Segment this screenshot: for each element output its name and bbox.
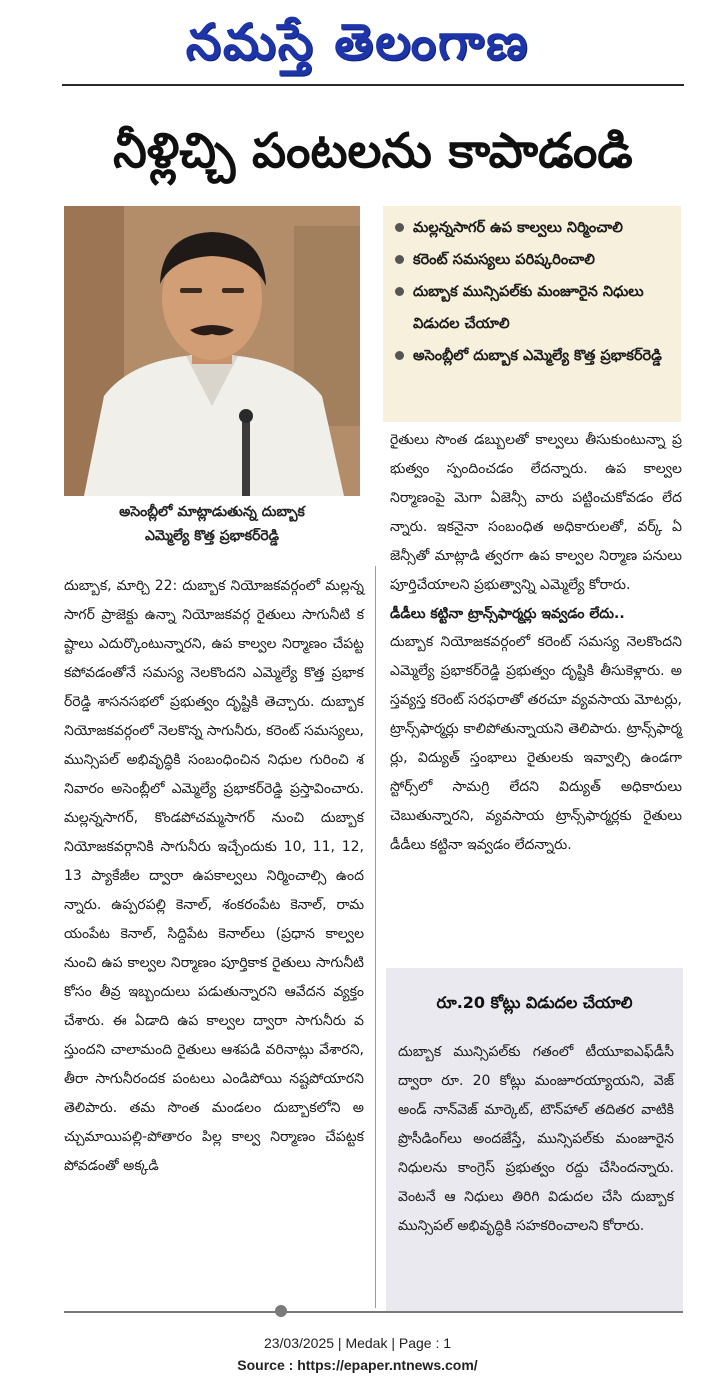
highlight-item: దుబ్బాక మున్సిపల్‌కు మంజూరైన నిధులు విడుదల చేయాలి	[393, 276, 673, 340]
bottom-rule	[64, 1311, 683, 1313]
mla-photo	[64, 206, 360, 496]
sidebar-box-title: రూ.20 కోట్లు విడుదల చేయాలి	[436, 993, 633, 1012]
top-rule	[62, 84, 684, 86]
bullet-icon	[395, 287, 404, 296]
article-body-left	[64, 572, 364, 1181]
highlights-box	[383, 206, 681, 422]
body-paragraph: రైతులు సొంత డబ్బులతో కాల్వలు తీసుకుంటున్నా ప్రభుత్వం స్పందించడం లేదన్నారు. ఉప కాల్వల నిర్మాణంపై మెగా ఏజెన్సీ వారు పట్టించుకోవడం లేదన్నారు. ఇకనైనా సంబంధిత అధికారులతో, వర్క్ ఏజెన్సీతో మాట్లాడి త్వరగా ఉప కాల్వల నిర్మాణ పనులు పూర్తిచేయాలని ప్రభుత్వాన్ని ఎమ్మెల్యే కోరారు.	[390, 432, 682, 593]
article-headline: నీళ్లిచ్చి పంటలను కాపాడండి	[113, 123, 633, 179]
highlight-item: కరెంట్ సమస్యలు పరిష్కరించాలి	[393, 244, 673, 276]
photo-caption-line-2: ఎమ్మెల్యే కొత్త ప్రభాకర్‌రెడ్డి	[144, 528, 280, 544]
bullet-icon	[395, 223, 404, 232]
person-illustration	[64, 206, 360, 496]
body-paragraph: దుబ్బాక నియోజకవర్గంలో కరెంట్ సమస్య నెలకొందని ఎమ్మెల్యే ప్రభాకర్‌రెడ్డి ప్రభుత్వం దృష్టికి తీసుకెళ్లారు. అస్తవ్యస్త కరెంట్ సరఫరాతో తరచూ వ్యవసాయ మోటర్లు, ట్రాన్స్‌ఫార్మర్లు కాలిపోతున్నాయని తెలిపారు. ట్రాన్స్‌ఫార్మర్లు, విద్యుత్ స్తంభాలు రైతులకు ఇవ్వాల్సి ఉండగా స్టోర్స్‌లో సామగ్రి లేదని విద్యుత్ అధికారులు చెబుతున్నారని, వ్యవసాయ ట్రాన్స్‌ఫార్మర్లకు రైతులు డీడీలు కట్టినా ఇవ్వడం లేదన్నారు.	[390, 634, 683, 853]
subheading: డీడీలు కట్టినా ట్రాన్స్‌ఫార్మర్లు ఇవ్వడం లేదు..	[390, 606, 625, 622]
page-marker-icon	[275, 1305, 287, 1317]
footer-source-line: Source : https://epaper.ntnews.com/	[237, 1357, 478, 1373]
photo-caption-line-1: అసెంబ్లీలో మాట్లాడుతున్న దుబ్బాక	[119, 504, 305, 520]
body-paragraph: దుబ్బాక, మార్చి 22: దుబ్బాక నియోజకవర్గంలో మల్లన్నసాగర్ ప్రాజెక్టు ఉన్నా నియోజకవర్గ రైతులు సాగునీటి కష్టాలు ఎదుర్కొంటున్నారని, ఉప కాల్వల నిర్మాణం చేపట్టకపోవడంతోనే సమస్య నెలకొందని ఎమ్మెల్యే కొత్త ప్రభాకర్‌రెడ్డి శాసనసభలో ప్రభుత్వం దృష్టికి తెచ్చారు. దుబ్బాక నియోజకవర్గంలో నెలకొన్న సాగునీరు, కరెంట్ సమస్యలు, మున్సిపల్ అభివృద్ధికి సంబంధించిన నిధుల గురించి శనివారం అసెంబ్లీలో ఎమ్మెల్యే ప్రభాకర్‌రెడ్డి ప్రస్తావించారు. మల్లన్నసాగర్, కొండపోచమ్మసాగర్ నుంచి దుబ్బాక నియోజకవర్గానికి సాగునీరు ఇచ్చేందుకు 10, 11, 12, 13 ప్యాకేజీల ద్వారా ఉపకాల్వలు నిర్మించాల్సి ఉందన్నారు. ఉప్పరపల్లి కెనాల్, శంకరంపేట కెనాల్, రామయంపేట కెనాల్, సిద్దిపేట కెనాల్‌లు (ప్రధాన కాల్వల నుంచి ఉప కాల్వల నిర్మాణం పూర్తికాక రైతులు సాగునీటి కోసం తీవ్ర ఇబ్బందులు పడుతున్నారని ఆవేదన వ్యక్తం చేశారు. ఈ ఏడాది ఉప కాల్వల ద్వారా సాగునీరు వస్తుందని చాలామంది రైతులు ఆశపడి వరినాట్లు వేశారని, తీరా సాగునీరందక పంటలు ఎండిపోయి నష్టపోయారని తెలిపారు. తమ సొంత మండలం దుబ్బాకలోని అచ్చుమాయిపల్లి-పోతారం పిల్ల కాల్వ నిర్మాణం చేపట్టకపోవడంతో అక్కడి	[64, 578, 364, 1174]
newspaper-logo: నమస్తే తెలంగాణ	[185, 13, 530, 71]
article-body-right	[390, 426, 682, 860]
photo-caption	[64, 500, 360, 548]
highlight-item: అసెంబ్లీలో దుబ్బాక ఎమ్మెల్యే కొత్త ప్రభాకర్‌రెడ్డి	[393, 340, 673, 372]
highlight-item: మల్లన్నసాగర్ ఉప కాల్వలు నిర్మించాలి	[393, 212, 673, 244]
sidebar-box-body: దుబ్బాక మున్సిపల్‌కు గతంలో టీయూఐఎఫ్‌డీసీ ద్వారా రూ. 20 కోట్లు మంజూరయ్యాయని, వెజ్ అండ్ నాన్‌వెజ్ మార్కెట్, టౌన్‌హాల్ తదితర వాటికి ప్రొసీడింగ్‌లు అందజేస్తే, మున్సిపల్‌కు మంజూరైన నిధులను కాంగ్రెస్ ప్రభుత్వం రద్దు చేసిందన్నారు. వెంటనే ఆ నిధులు తిరిగి విడుదల చేసి దుబ్బాక మున్సిపల్ అభివృద్ధికి సహకరించాలని కోరారు.	[398, 1044, 674, 1234]
bullet-icon	[395, 351, 404, 360]
masthead	[0, 8, 715, 76]
footer-date-line: 23/03/2025 | Medak | Page : 1	[263, 1335, 452, 1351]
bullet-icon	[395, 255, 404, 264]
column-divider	[375, 566, 376, 1308]
